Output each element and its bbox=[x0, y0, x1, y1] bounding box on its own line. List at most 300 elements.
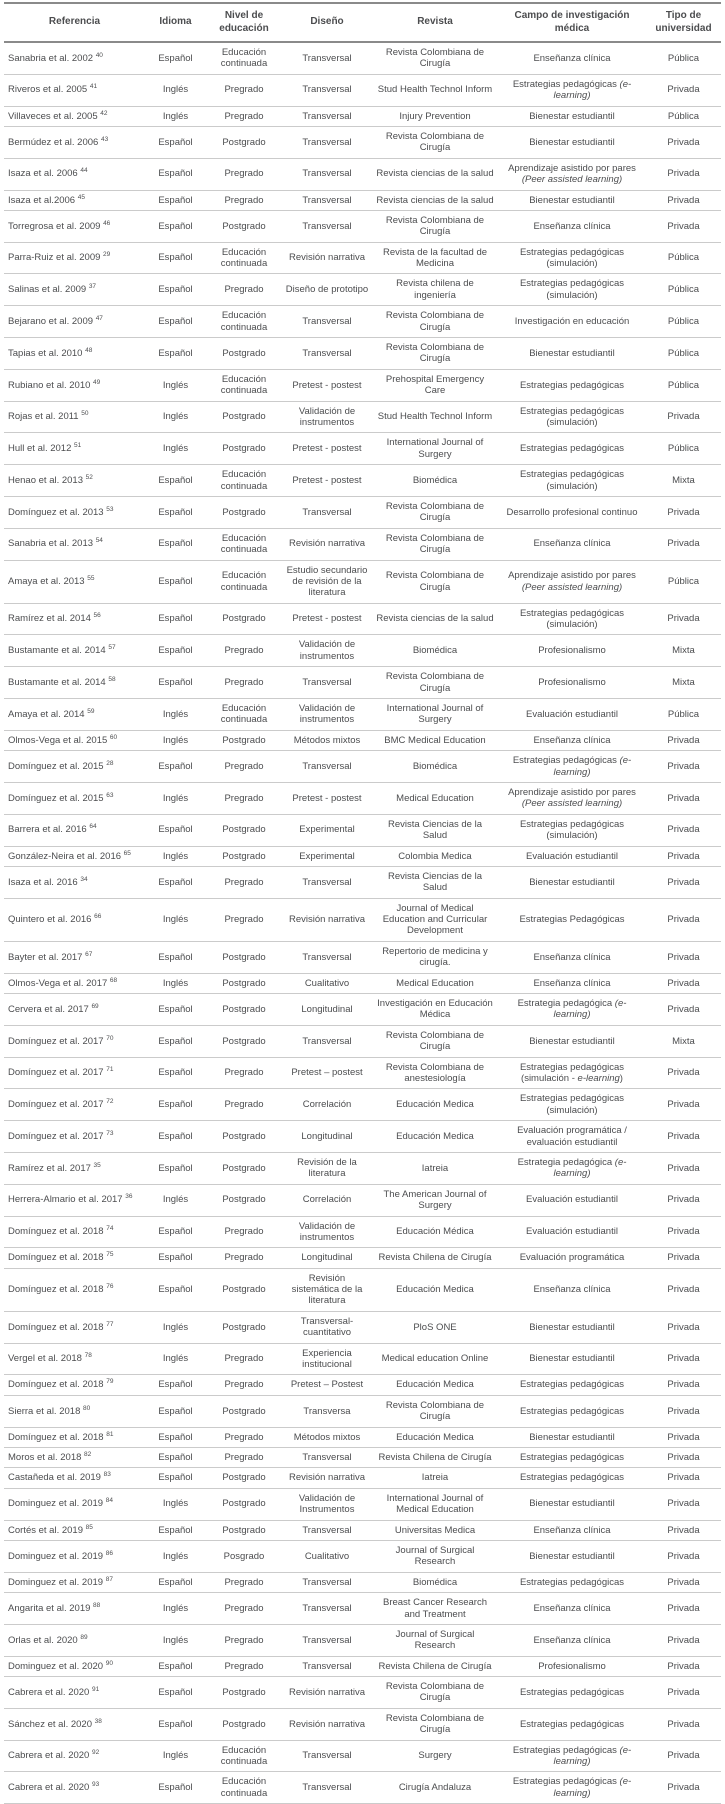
citation-number: 35 bbox=[93, 1161, 101, 1169]
cell-tipo-universidad: Mixta bbox=[646, 635, 721, 667]
cell-referencia bbox=[4, 1089, 145, 1121]
cell-tipo-universidad: Pública bbox=[646, 433, 721, 465]
reference-text: Barrera et al. 2016 bbox=[8, 824, 90, 836]
table-row bbox=[4, 1152, 721, 1184]
cell-tipo-universidad: Privada bbox=[646, 1740, 721, 1772]
cell-revista: Revista Chilena de Cirugía bbox=[372, 1656, 498, 1676]
citation-number: 45 bbox=[77, 193, 85, 201]
cell-campo-investigacion: Enseñanza clínica bbox=[498, 210, 646, 242]
cell-nivel-educacion: Pregrado bbox=[206, 1089, 282, 1121]
reference-text: Bustamante et al. 2014 bbox=[8, 676, 109, 688]
cell-nivel-educacion: Pregrado bbox=[206, 1057, 282, 1089]
cell-nivel-educacion: Postgrado bbox=[206, 1708, 282, 1740]
cell-tipo-universidad: Privada bbox=[646, 1656, 721, 1676]
citation-number: 70 bbox=[106, 1034, 114, 1042]
table-row bbox=[4, 699, 721, 731]
cell-campo-investigacion: Bienestar estudiantil bbox=[498, 338, 646, 370]
reference-text: Domínguez et al. 2015 bbox=[8, 760, 107, 772]
cell-diseno: Pretest - postest bbox=[282, 369, 372, 401]
cell-nivel-educacion: Postgrado bbox=[206, 1468, 282, 1488]
cell-idioma: Español bbox=[145, 274, 206, 306]
cell-campo-investigacion: Bienestar estudiantil bbox=[498, 1488, 646, 1520]
studies-table bbox=[4, 2, 721, 1804]
cell-campo-investigacion: Bienestar estudiantil bbox=[498, 126, 646, 158]
cell-referencia bbox=[4, 1184, 145, 1216]
cell-diseno: Validación de instrumentos bbox=[282, 401, 372, 433]
citation-number: 47 bbox=[95, 314, 103, 322]
citation-number: 86 bbox=[105, 1549, 113, 1557]
table-row bbox=[4, 1343, 721, 1375]
cell-nivel-educacion: Postgrado bbox=[206, 973, 282, 993]
cell-diseno: Transversal bbox=[282, 210, 372, 242]
cell-diseno: Transversal bbox=[282, 190, 372, 210]
cell-nivel-educacion: Educación continuada bbox=[206, 699, 282, 731]
cell-revista: Revista Colombiana de Cirugía bbox=[372, 496, 498, 528]
cell-tipo-universidad: Privada bbox=[646, 1343, 721, 1375]
cell-campo-investigacion: Evaluación estudiantil bbox=[498, 1184, 646, 1216]
citation-number: 54 bbox=[95, 537, 103, 545]
cell-campo-investigacion: Bienestar estudiantil bbox=[498, 1025, 646, 1057]
cell-nivel-educacion: Postgrado bbox=[206, 814, 282, 846]
cell-campo-investigacion: Bienestar estudiantil bbox=[498, 1343, 646, 1375]
table-row bbox=[4, 1268, 721, 1311]
cell-tipo-universidad: Pública bbox=[646, 274, 721, 306]
citation-number: 91 bbox=[91, 1685, 100, 1693]
cell-idioma: Español bbox=[145, 1089, 206, 1121]
cell-revista: Surgery bbox=[372, 1740, 498, 1772]
citation-number: 69 bbox=[91, 1002, 99, 1010]
cell-diseno: Transversal bbox=[282, 1624, 372, 1656]
cell-nivel-educacion: Postgrado bbox=[206, 496, 282, 528]
cell-revista: Revista Colombiana de Cirugía bbox=[372, 1677, 498, 1709]
cell-diseno: Validación de instrumentos bbox=[282, 635, 372, 667]
cell-nivel-educacion: Postgrado bbox=[206, 210, 282, 242]
reference-text: Domínguez et al. 2018 bbox=[8, 1226, 107, 1238]
cell-revista: Repertorio de medicina y cirugía. bbox=[372, 941, 498, 973]
cell-diseno: Experimental bbox=[282, 846, 372, 866]
reference-text: Hull et al. 2012 bbox=[8, 443, 75, 455]
cell-referencia bbox=[4, 1520, 145, 1540]
table-row bbox=[4, 496, 721, 528]
cell-campo-investigacion: Estrategias pedagógicas bbox=[498, 1572, 646, 1592]
cell-diseno: Cualitativo bbox=[282, 973, 372, 993]
reference-text: Domínguez et al. 2017 bbox=[8, 1067, 107, 1079]
cell-tipo-universidad: Privada bbox=[646, 782, 721, 814]
reference-text: Villaveces et al. 2005 bbox=[8, 110, 101, 122]
citation-number: 36 bbox=[125, 1193, 133, 1201]
cell-nivel-educacion: Pregrado bbox=[206, 158, 282, 190]
table-row bbox=[4, 1427, 721, 1447]
cell-idioma: Español bbox=[145, 603, 206, 635]
cell-idioma: Español bbox=[145, 1375, 206, 1395]
cell-nivel-educacion: Postgrado bbox=[206, 1152, 282, 1184]
cell-tipo-universidad: Privada bbox=[646, 1089, 721, 1121]
cell-nivel-educacion: Postgrado bbox=[206, 126, 282, 158]
citation-number: 73 bbox=[106, 1129, 114, 1137]
reference-text: Cortés et al. 2019 bbox=[8, 1524, 86, 1536]
cell-nivel-educacion: Postgrado bbox=[206, 994, 282, 1026]
cell-diseno: Revisión narrativa bbox=[282, 1677, 372, 1709]
cell-idioma: Español bbox=[145, 158, 206, 190]
cell-nivel-educacion: Educación continuada bbox=[206, 1740, 282, 1772]
cell-nivel-educacion: Pregrado bbox=[206, 1593, 282, 1625]
cell-idioma: Inglés bbox=[145, 1311, 206, 1343]
cell-tipo-universidad: Privada bbox=[646, 190, 721, 210]
cell-revista: Revista Colombiana de Cirugía bbox=[372, 1708, 498, 1740]
citation-number: 80 bbox=[83, 1404, 91, 1412]
cell-referencia bbox=[4, 401, 145, 433]
cell-revista: Revista ciencias de la salud bbox=[372, 190, 498, 210]
cell-idioma: Español bbox=[145, 1427, 206, 1447]
cell-diseno: Pretest – postest bbox=[282, 1057, 372, 1089]
citation-number: 38 bbox=[94, 1717, 102, 1725]
table-row bbox=[4, 730, 721, 750]
citation-number: 60 bbox=[109, 733, 118, 741]
table-row bbox=[4, 338, 721, 370]
reference-text: Domínguez et al. 2018 bbox=[8, 1284, 107, 1296]
cell-referencia bbox=[4, 465, 145, 497]
cell-campo-investigacion: Estrategia pedagógica (e-learning) bbox=[498, 1152, 646, 1184]
cell-referencia bbox=[4, 866, 145, 898]
cell-tipo-universidad: Privada bbox=[646, 1184, 721, 1216]
cell-revista: Revista Colombiana de anestesiología bbox=[372, 1057, 498, 1089]
cell-idioma: Inglés bbox=[145, 401, 206, 433]
cell-idioma: Español bbox=[145, 1656, 206, 1676]
citation-number: 43 bbox=[100, 135, 109, 143]
cell-referencia bbox=[4, 106, 145, 126]
cell-diseno: Validación de instrumentos bbox=[282, 1216, 372, 1248]
cell-idioma: Español bbox=[145, 1572, 206, 1592]
cell-revista: PloS ONE bbox=[372, 1311, 498, 1343]
table-row bbox=[4, 667, 721, 699]
cell-referencia bbox=[4, 973, 145, 993]
cell-referencia bbox=[4, 1624, 145, 1656]
cell-diseno: Métodos mixtos bbox=[282, 1427, 372, 1447]
cell-tipo-universidad: Privada bbox=[646, 1488, 721, 1520]
cell-diseno: Transversa bbox=[282, 1395, 372, 1427]
cell-referencia bbox=[4, 1025, 145, 1057]
table-row bbox=[4, 1677, 721, 1709]
cell-idioma: Español bbox=[145, 338, 206, 370]
cell-nivel-educacion: Pregrado bbox=[206, 1447, 282, 1467]
citation-number: 57 bbox=[108, 643, 116, 651]
reference-text: Cabrera et al. 2020 bbox=[8, 1750, 92, 1762]
cell-tipo-universidad: Pública bbox=[646, 699, 721, 731]
cell-referencia bbox=[4, 603, 145, 635]
cell-campo-investigacion: Enseñanza clínica bbox=[498, 1624, 646, 1656]
reference-text: Isaza et al. 2016 bbox=[8, 876, 81, 888]
cell-campo-investigacion: Estrategias pedagógicas (simulación) bbox=[498, 242, 646, 274]
cell-nivel-educacion: Posgrado bbox=[206, 1540, 282, 1572]
table-row bbox=[4, 106, 721, 126]
cell-idioma: Español bbox=[145, 1395, 206, 1427]
reference-text: Domínguez et al. 2018 bbox=[8, 1321, 107, 1333]
cell-nivel-educacion: Pregrado bbox=[206, 1248, 282, 1268]
cell-idioma: Inglés bbox=[145, 1343, 206, 1375]
cell-idioma: Español bbox=[145, 667, 206, 699]
cell-nivel-educacion: Educación continuada bbox=[206, 369, 282, 401]
cell-idioma: Inglés bbox=[145, 106, 206, 126]
cell-campo-investigacion: Estrategias pedagógicas bbox=[498, 1468, 646, 1488]
cell-diseno: Pretest - postest bbox=[282, 603, 372, 635]
cell-tipo-universidad: Privada bbox=[646, 74, 721, 106]
cell-idioma: Inglés bbox=[145, 369, 206, 401]
cell-referencia bbox=[4, 1216, 145, 1248]
cell-revista: Revista Chilena de Cirugía bbox=[372, 1447, 498, 1467]
cell-diseno: Longitudinal bbox=[282, 994, 372, 1026]
citation-number: 29 bbox=[103, 251, 111, 259]
cell-campo-investigacion: Estrategias pedagógicas bbox=[498, 1375, 646, 1395]
cell-nivel-educacion: Educación continuada bbox=[206, 1772, 282, 1804]
cell-revista: Revista Colombiana de Cirugía bbox=[372, 306, 498, 338]
cell-revista: Revista Colombiana de Cirugía bbox=[372, 1025, 498, 1057]
cell-referencia bbox=[4, 496, 145, 528]
cell-tipo-universidad: Privada bbox=[646, 603, 721, 635]
table-row bbox=[4, 1488, 721, 1520]
cell-idioma: Español bbox=[145, 496, 206, 528]
cell-idioma: Español bbox=[145, 1468, 206, 1488]
cell-revista: The American Journal of Surgery bbox=[372, 1184, 498, 1216]
cell-revista: Revista Colombiana de Cirugía bbox=[372, 560, 498, 603]
citation-number: 56 bbox=[93, 612, 101, 620]
table-row bbox=[4, 274, 721, 306]
cell-idioma: Español bbox=[145, 866, 206, 898]
table-row bbox=[4, 1447, 721, 1467]
cell-revista: Revista Chilena de Cirugía bbox=[372, 1248, 498, 1268]
cell-tipo-universidad: Privada bbox=[646, 1248, 721, 1268]
cell-idioma: Inglés bbox=[145, 1488, 206, 1520]
col-header-revista: Revista bbox=[417, 16, 453, 28]
cell-nivel-educacion: Pregrado bbox=[206, 74, 282, 106]
cell-referencia bbox=[4, 338, 145, 370]
cell-campo-investigacion: Desarrollo profesional continuo bbox=[498, 496, 646, 528]
cell-referencia bbox=[4, 898, 145, 941]
reference-text: Ramírez et al. 2017 bbox=[8, 1162, 94, 1174]
citation-number: 83 bbox=[103, 1471, 111, 1479]
cell-tipo-universidad: Privada bbox=[646, 158, 721, 190]
cell-nivel-educacion: Pregrado bbox=[206, 1375, 282, 1395]
cell-campo-investigacion: Bienestar estudiantil bbox=[498, 106, 646, 126]
cell-campo-investigacion: Estrategias pedagógicas (e-learning) bbox=[498, 1772, 646, 1804]
cell-tipo-universidad: Privada bbox=[646, 866, 721, 898]
cell-diseno: Transversal bbox=[282, 306, 372, 338]
cell-referencia bbox=[4, 1572, 145, 1592]
table-row bbox=[4, 1593, 721, 1625]
citation-number: 64 bbox=[89, 823, 97, 831]
cell-diseno: Longitudinal bbox=[282, 1121, 372, 1153]
table-row bbox=[4, 814, 721, 846]
reference-text: Sánchez et al. 2020 bbox=[8, 1718, 95, 1730]
cell-tipo-universidad: Privada bbox=[646, 1152, 721, 1184]
cell-referencia bbox=[4, 1427, 145, 1447]
table-row bbox=[4, 401, 721, 433]
cell-referencia bbox=[4, 433, 145, 465]
citation-number: 90 bbox=[105, 1659, 113, 1667]
table-row bbox=[4, 973, 721, 993]
cell-revista: Educación Médica bbox=[372, 1216, 498, 1248]
cell-diseno: Transversal bbox=[282, 74, 372, 106]
citation-number: 72 bbox=[106, 1097, 114, 1105]
cell-tipo-universidad: Privada bbox=[646, 1772, 721, 1804]
cell-revista: Medical education Online bbox=[372, 1343, 498, 1375]
cell-tipo-universidad: Privada bbox=[646, 401, 721, 433]
table-row bbox=[4, 210, 721, 242]
cell-nivel-educacion: Educación continuada bbox=[206, 560, 282, 603]
table-row bbox=[4, 1311, 721, 1343]
cell-idioma: Español bbox=[145, 814, 206, 846]
cell-tipo-universidad: Mixta bbox=[646, 667, 721, 699]
cell-diseno: Transversal bbox=[282, 1740, 372, 1772]
reference-text: Sanabria et al. 2013 bbox=[8, 538, 96, 550]
cell-referencia bbox=[4, 1447, 145, 1467]
col-header-referencia: Referencia bbox=[48, 16, 101, 28]
cell-nivel-educacion: Educación continuada bbox=[206, 306, 282, 338]
cell-referencia bbox=[4, 1375, 145, 1395]
cell-tipo-universidad: Privada bbox=[646, 1593, 721, 1625]
reference-text: Parra-Ruiz et al. 2009 bbox=[8, 252, 104, 264]
citation-number: 88 bbox=[93, 1601, 101, 1609]
cell-tipo-universidad: Privada bbox=[646, 846, 721, 866]
cell-revista: Journal of Surgical Research bbox=[372, 1540, 498, 1572]
cell-diseno: Transversal-cuantitativo bbox=[282, 1311, 372, 1343]
cell-nivel-educacion: Pregrado bbox=[206, 1427, 282, 1447]
cell-campo-investigacion: Bienestar estudiantil bbox=[498, 1540, 646, 1572]
cell-referencia bbox=[4, 1593, 145, 1625]
cell-diseno: Revisión narrativa bbox=[282, 1708, 372, 1740]
cell-revista: Revista Colombiana de Cirugía bbox=[372, 126, 498, 158]
reference-text: Angarita et al. 2019 bbox=[8, 1602, 94, 1614]
citation-number: 87 bbox=[105, 1575, 113, 1583]
cell-tipo-universidad: Privada bbox=[646, 1468, 721, 1488]
cell-campo-investigacion: Enseñanza clínica bbox=[533, 52, 611, 64]
reference-text: Dominguez et al. 2019 bbox=[8, 1498, 106, 1510]
table-row bbox=[4, 1572, 721, 1592]
table-row bbox=[4, 1121, 721, 1153]
citation-number: 68 bbox=[109, 976, 118, 984]
reference-text: Rubiano et al. 2010 bbox=[8, 379, 94, 391]
cell-referencia bbox=[4, 994, 145, 1026]
table-row bbox=[4, 1772, 721, 1804]
cell-campo-investigacion: Aprendizaje asistido por pares (Peer assisted learning) bbox=[498, 560, 646, 603]
cell-diseno: Transversal bbox=[282, 1447, 372, 1467]
reference-text: Torregrosa et al. 2009 bbox=[8, 220, 104, 232]
table-header bbox=[4, 3, 721, 42]
cell-revista: Educación Medica bbox=[372, 1121, 498, 1153]
reference-text: Orlas et al. 2020 bbox=[8, 1634, 81, 1646]
cell-campo-investigacion: Estrategias pedagógicas (simulación) bbox=[498, 401, 646, 433]
cell-campo-investigacion: Aprendizaje asistido por pares (Peer assisted learning) bbox=[498, 158, 646, 190]
cell-nivel-educacion: Postgrado bbox=[206, 401, 282, 433]
cell-revista: Medical Education bbox=[372, 973, 498, 993]
cell-tipo-universidad: Privada bbox=[646, 1395, 721, 1427]
table-row bbox=[4, 898, 721, 941]
cell-campo-investigacion: Estrategias pedagógicas bbox=[498, 1447, 646, 1467]
cell-idioma: Español bbox=[145, 306, 206, 338]
cell-diseno: Revisión sistemática de la literatura bbox=[282, 1268, 372, 1311]
cell-revista: Colombia Medica bbox=[372, 846, 498, 866]
reference-text: Domínguez et al. 2018 bbox=[8, 1252, 107, 1264]
reference-text: Amaya et al. 2014 bbox=[8, 708, 88, 720]
cell-idioma: Español bbox=[145, 210, 206, 242]
cell-revista: Revista Colombiana de Cirugía bbox=[372, 528, 498, 560]
reference-text: Domínguez et al. 2017 bbox=[8, 1130, 107, 1142]
table-row bbox=[4, 306, 721, 338]
cell-referencia bbox=[4, 941, 145, 973]
table-row bbox=[4, 1089, 721, 1121]
cell-nivel-educacion: Postgrado bbox=[206, 730, 282, 750]
cell-idioma: Inglés bbox=[145, 846, 206, 866]
table-row bbox=[4, 751, 721, 783]
table-row bbox=[4, 1057, 721, 1089]
cell-tipo-universidad: Privada bbox=[646, 1572, 721, 1592]
cell-referencia bbox=[4, 635, 145, 667]
cell-campo-investigacion: Profesionalismo bbox=[498, 1656, 646, 1676]
cell-idioma: Inglés bbox=[145, 898, 206, 941]
cell-referencia bbox=[4, 1121, 145, 1153]
reference-text: Domínguez et al. 2015 bbox=[8, 792, 107, 804]
citation-number: 65 bbox=[123, 849, 131, 857]
table-row bbox=[4, 190, 721, 210]
cell-tipo-universidad: Pública bbox=[646, 560, 721, 603]
cell-referencia bbox=[4, 1740, 145, 1772]
reference-text: Olmos-Vega et al. 2017 bbox=[8, 977, 110, 989]
cell-campo-investigacion: Estrategias pedagógicas bbox=[498, 1677, 646, 1709]
cell-tipo-universidad: Privada bbox=[646, 210, 721, 242]
cell-referencia bbox=[4, 1677, 145, 1709]
cell-diseno: Revisión narrativa bbox=[282, 528, 372, 560]
cell-idioma: Inglés bbox=[145, 1184, 206, 1216]
cell-idioma: Español bbox=[145, 1708, 206, 1740]
cell-nivel-educacion: Pregrado bbox=[206, 866, 282, 898]
citation-number: 44 bbox=[80, 167, 88, 175]
cell-referencia bbox=[4, 1468, 145, 1488]
citation-number: 28 bbox=[106, 759, 114, 767]
cell-campo-investigacion: Bienestar estudiantil bbox=[498, 1427, 646, 1447]
citation-number: 82 bbox=[84, 1450, 92, 1458]
cell-tipo-universidad: Privada bbox=[646, 496, 721, 528]
cell-diseno: Transversal bbox=[282, 1572, 372, 1592]
cell-campo-investigacion: Enseñanza clínica bbox=[498, 941, 646, 973]
cell-tipo-universidad: Privada bbox=[646, 730, 721, 750]
cell-revista: Revista Colombiana de Cirugía bbox=[385, 47, 485, 70]
cell-diseno: Correlación bbox=[282, 1089, 372, 1121]
cell-campo-investigacion: Profesionalismo bbox=[498, 635, 646, 667]
table-row bbox=[4, 1025, 721, 1057]
table-row bbox=[4, 1395, 721, 1427]
cell-referencia bbox=[4, 560, 145, 603]
reference-text: Domínguez et al. 2017 bbox=[8, 1099, 107, 1111]
reference-text: Quintero et al. 2016 bbox=[8, 914, 95, 926]
cell-diseno: Transversal bbox=[302, 52, 352, 64]
cell-campo-investigacion: Estrategias Pedagógicas bbox=[498, 898, 646, 941]
cell-nivel-educacion: Pregrado bbox=[206, 1624, 282, 1656]
cell-referencia bbox=[4, 730, 145, 750]
cell-nivel-educacion: Postgrado bbox=[206, 846, 282, 866]
table-row bbox=[4, 1708, 721, 1740]
cell-nivel-educacion: Postgrado bbox=[206, 1395, 282, 1427]
reference-text: Dominguez et al. 2019 bbox=[8, 1576, 106, 1588]
cell-campo-investigacion: Estrategias pedagógicas bbox=[498, 369, 646, 401]
reference-text: Bustamante et al. 2014 bbox=[8, 645, 109, 657]
table-row bbox=[4, 1520, 721, 1540]
cell-revista: Educación Medica bbox=[372, 1268, 498, 1311]
cell-nivel-educacion: Pregrado bbox=[206, 1572, 282, 1592]
cell-nivel-educacion: Pregrado bbox=[206, 898, 282, 941]
cell-diseno: Transversal bbox=[282, 941, 372, 973]
citation-number: 81 bbox=[106, 1430, 114, 1438]
cell-idioma: Español bbox=[145, 1121, 206, 1153]
reference-text: Bermúdez et al. 2006 bbox=[8, 136, 101, 148]
